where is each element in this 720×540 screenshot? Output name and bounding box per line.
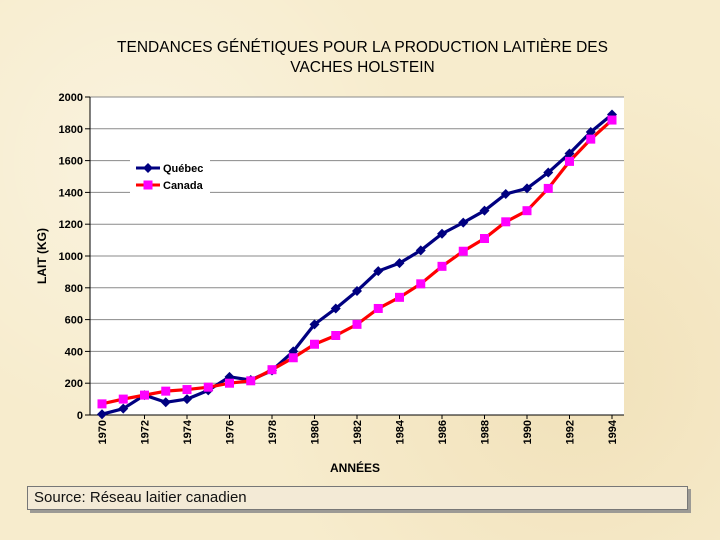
data-point	[544, 184, 553, 193]
x-tick-label: 1994	[607, 420, 619, 445]
data-point	[459, 247, 468, 256]
data-point	[480, 234, 489, 243]
data-point	[246, 376, 255, 385]
y-tick-label: 400	[64, 346, 83, 359]
y-tick-label: 0	[76, 410, 83, 422]
y-tick-label: 1000	[58, 251, 83, 263]
chart-title-line-2: VACHES HOLSTEIN	[290, 59, 435, 76]
data-point	[310, 340, 319, 349]
y-tick-label: 1200	[58, 219, 83, 232]
x-tick-label: 1982	[352, 420, 364, 445]
data-point	[331, 331, 340, 340]
data-point	[98, 399, 107, 408]
data-point	[289, 353, 298, 362]
data-point	[608, 116, 617, 125]
x-tick-label: 1970	[97, 420, 109, 445]
y-tick-label: 2000	[58, 92, 83, 104]
data-point	[395, 293, 404, 302]
data-point	[523, 206, 532, 215]
data-point	[140, 391, 149, 400]
x-tick-labels	[97, 415, 619, 444]
data-point	[353, 320, 362, 329]
data-point	[268, 365, 277, 374]
y-axis-label: LAIT (KG)	[35, 228, 49, 284]
legend-marker	[144, 181, 153, 190]
data-point	[374, 304, 383, 313]
y-tick-labels	[59, 92, 83, 422]
x-axis-label: ANNÉES	[329, 461, 381, 475]
y-tick-label: 600	[64, 314, 83, 327]
x-tick-label: 1988	[479, 420, 492, 445]
y-tick-label: 1800	[58, 123, 83, 136]
data-point	[204, 383, 213, 392]
legend-label: Québec	[163, 163, 204, 175]
data-point	[119, 395, 128, 404]
data-point	[225, 379, 234, 388]
x-tick-label: 1974	[182, 420, 194, 445]
data-point	[183, 385, 192, 394]
legend	[130, 159, 210, 193]
x-tick-label: 1976	[224, 420, 237, 445]
y-tick-label: 1600	[58, 155, 83, 168]
y-tick-label: 200	[64, 378, 83, 391]
x-tick-label: 1992	[564, 420, 577, 445]
data-point	[438, 262, 447, 271]
x-tick-label: 1980	[309, 420, 322, 445]
y-tick-label: 1400	[58, 187, 83, 200]
data-point	[586, 135, 595, 144]
x-tick-label: 1990	[522, 420, 534, 445]
legend-label: Canada	[163, 180, 203, 192]
data-point	[416, 279, 425, 288]
chart-title-line-1: TENDANCES GÉNÉTIQUES POUR LA PRODUCTION LAITIÈRE DES	[117, 39, 608, 56]
x-tick-label: 1984	[394, 420, 407, 445]
data-point	[565, 157, 574, 166]
source-note: Source: Réseau laitier canadien	[27, 486, 688, 510]
y-tick-label: 800	[64, 282, 83, 295]
x-tick-label: 1978	[267, 420, 279, 445]
data-point	[161, 387, 170, 396]
x-tick-label: 1986	[437, 420, 449, 445]
data-point	[501, 217, 510, 226]
x-tick-label: 1972	[139, 420, 152, 445]
